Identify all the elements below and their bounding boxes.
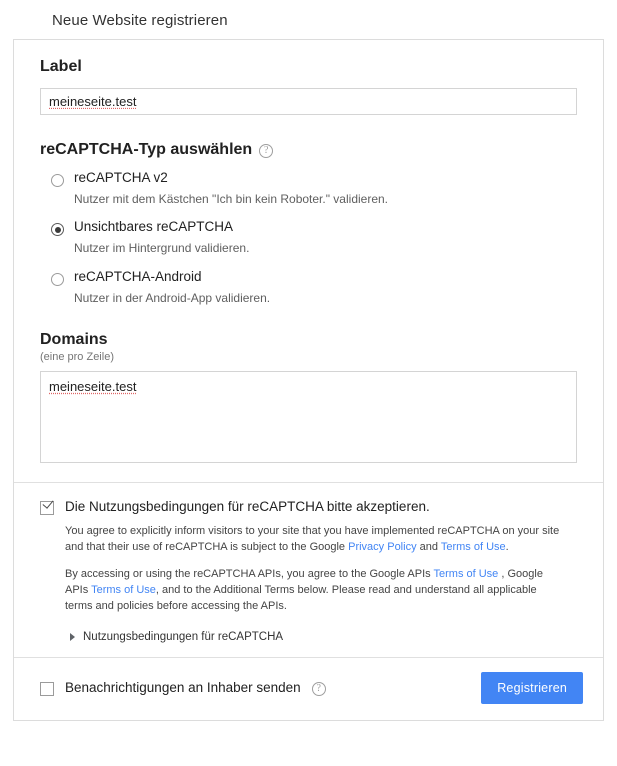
- terms-accordion[interactable]: [70, 631, 577, 643]
- terms-checkbox-row[interactable]: [40, 499, 577, 515]
- notify-owner-label: Benachrichtigungen an Inhaber senden: [65, 680, 301, 696]
- type-section: [40, 141, 577, 305]
- type-section-title: reCAPTCHA-Typ auswählen: [40, 141, 253, 158]
- domains-section-title: Domains: [40, 331, 108, 349]
- terms-paragraphs: [65, 524, 577, 615]
- terms-p2-mid: , Google APIs: [65, 568, 543, 596]
- terms-p1-end: .: [505, 541, 509, 554]
- terms-paragraph-1: [65, 524, 565, 556]
- help-circle-icon-footer[interactable]: ?: [312, 682, 326, 696]
- radio-option-android-row[interactable]: [51, 270, 577, 286]
- radio-button-android[interactable]: [51, 273, 64, 286]
- card-footer: [14, 658, 603, 720]
- notify-owner-row[interactable]: [40, 680, 326, 696]
- radio-option-android: [51, 270, 577, 305]
- radio-option-v2-row[interactable]: [51, 171, 577, 187]
- label-input[interactable]: [40, 88, 577, 115]
- card-body: [14, 40, 603, 482]
- radio-label-v2: reCAPTCHA v2: [74, 170, 168, 185]
- radio-button-v2[interactable]: [51, 174, 64, 187]
- radio-desc-v2: Nutzer mit dem Kästchen "Ich bin kein Roboter." validieren.: [74, 192, 389, 206]
- radio-desc-invisible: Nutzer im Hintergrund validieren.: [74, 241, 250, 256]
- radio-option-invisible: [51, 220, 577, 255]
- domains-section: [40, 331, 577, 468]
- domains-note: (eine pro Zeile): [40, 351, 114, 364]
- registration-card: [13, 39, 604, 721]
- label-field-group: [40, 58, 577, 115]
- terms-checkbox-label: Die Nutzungsbedingungen für reCAPTCHA bitte akzeptieren.: [65, 499, 430, 515]
- type-section-title-row: [40, 141, 577, 159]
- radio-button-invisible[interactable]: [51, 223, 64, 236]
- terms-accordion-label: Nutzungsbedingungen für reCAPTCHA: [83, 630, 284, 643]
- radio-desc-android: Nutzer in der Android-App validieren.: [74, 290, 271, 305]
- notify-owner-checkbox[interactable]: [40, 682, 54, 696]
- domains-textarea[interactable]: [40, 371, 577, 463]
- radio-option-v2: [51, 171, 577, 206]
- radio-label-android: reCAPTCHA-Android: [74, 268, 202, 284]
- terms-of-use-link-2[interactable]: Terms of Use: [433, 568, 499, 581]
- radio-option-invisible-row[interactable]: [51, 220, 577, 236]
- terms-p2-end: , and to the Additional Terms below. Please read and understand all applicable terms and policies before accessing the APIs.: [65, 583, 537, 612]
- terms-of-use-link-1[interactable]: Terms of Use: [440, 541, 506, 554]
- terms-paragraph-2: [65, 567, 565, 615]
- terms-of-use-link-3[interactable]: Terms of Use: [91, 583, 156, 596]
- help-circle-icon[interactable]: ?: [259, 144, 273, 158]
- terms-checkbox[interactable]: [40, 501, 54, 515]
- label-section-title: Label: [40, 58, 82, 75]
- terms-p2-start: By accessing or using the reCAPTCHA APIs, you agree to the Google APIs: [65, 568, 434, 581]
- privacy-policy-link[interactable]: Privacy Policy: [348, 541, 417, 554]
- terms-p1-text-1: You agree to explicitly inform visitors to your site that you have implemented reCAPTCHA on your site and that their use of reCAPTCHA is subject to the Google: [65, 525, 560, 554]
- terms-section: [14, 483, 603, 657]
- register-button[interactable]: Registrieren: [481, 672, 583, 704]
- recaptcha-type-radio-group: [51, 171, 577, 305]
- radio-label-invisible: Unsichtbares reCAPTCHA: [74, 219, 234, 235]
- terms-p1-mid: and: [416, 541, 441, 554]
- page-title: Neue Website registrieren: [52, 12, 228, 29]
- triangle-right-icon[interactable]: [70, 633, 75, 641]
